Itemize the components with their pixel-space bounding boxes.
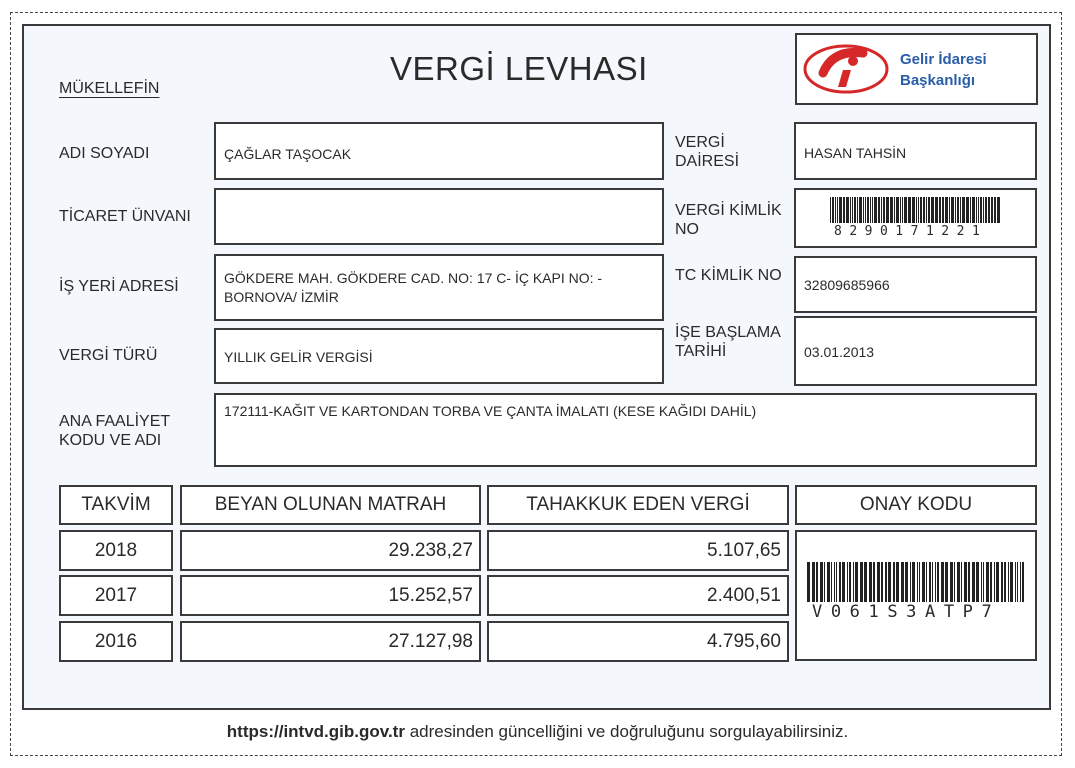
tax-type-field <box>214 328 664 384</box>
tax-id-label-line2: NO <box>675 221 699 238</box>
footer-note <box>0 722 1075 742</box>
address-label: İŞ YERİ ADRESİ <box>59 278 179 295</box>
start-date-value: 03.01.2013 <box>804 344 875 360</box>
tax-office-label-line2: DAİRESİ <box>675 153 740 170</box>
tc-id-label: TC KİMLİK NO <box>675 267 782 284</box>
activity-label-line1: ANA FAALİYET <box>59 413 171 430</box>
header-approval: ONAY KODU <box>795 485 1037 525</box>
trade-name-label: TİCARET ÜNVANI <box>59 208 191 225</box>
tax-type-label: VERGİ TÜRÜ <box>59 347 158 364</box>
start-date-label <box>675 323 781 361</box>
activity-field <box>214 393 1037 467</box>
name-value: ÇAĞLAR TAŞOCAK <box>224 146 352 162</box>
tc-id-value: 32809685966 <box>804 277 890 293</box>
row-2017-year: 2017 <box>59 575 173 616</box>
address-line2: BORNOVA/ İZMİR <box>224 289 339 305</box>
taxpayer-heading: MÜKELLEFİN <box>59 80 160 97</box>
footer-url: https://intvd.gib.gov.tr <box>226 722 405 741</box>
header-year: TAKVİM <box>59 485 173 525</box>
row-2018-base: 29.238,27 <box>180 530 481 571</box>
name-label: ADI SOYADI <box>59 145 150 162</box>
tax-office-label <box>675 133 739 171</box>
row-2016-base: 27.127,98 <box>180 621 481 662</box>
footer-text: adresinden güncelliğini ve doğruluğunu sorgulayabilirsiniz. <box>404 722 849 741</box>
address-field <box>214 254 664 321</box>
row-2018-year: 2018 <box>59 530 173 571</box>
start-date-field <box>794 316 1037 386</box>
trade-name-field <box>214 188 664 245</box>
tax-id-label <box>675 201 782 239</box>
approval-code-field <box>795 530 1037 661</box>
tax-office-value: HASAN TAHSİN <box>804 145 907 161</box>
approval-barcode-text: V061S3ATP7 <box>812 602 1001 622</box>
row-2016-year: 2016 <box>59 621 173 662</box>
address-line1: GÖKDERE MAH. GÖKDERE CAD. NO: 17 C- İÇ KAPI NO: - <box>224 270 603 286</box>
tax-id-barcode-text: 8290171221 <box>834 224 988 239</box>
tax-type-value: YILLIK GELİR VERGİSİ <box>224 349 373 365</box>
logo-line2: Başkanlığı <box>900 72 976 89</box>
activity-label <box>59 412 170 450</box>
approval-barcode <box>807 562 1027 602</box>
activity-label-line2: KODU VE ADI <box>59 432 162 449</box>
tax-office-field <box>794 122 1037 180</box>
tax-office-label-line1: VERGİ <box>675 134 725 151</box>
header-base: BEYAN OLUNAN MATRAH <box>180 485 481 525</box>
start-date-label-line2: TARİHİ <box>675 343 727 360</box>
gib-logo-icon <box>803 43 889 95</box>
logo-line1: Gelir İdaresi <box>900 51 987 68</box>
row-2017-tax: 2.400,51 <box>487 575 789 616</box>
gib-logo <box>795 33 1038 105</box>
tax-id-field <box>794 188 1037 248</box>
activity-value: 172111-KAĞIT VE KARTONDAN TORBA VE ÇANTA İMALATI (KESE KAĞIDI DAHİL) <box>224 403 757 419</box>
page-title: VERGİ LEVHASI <box>390 50 648 87</box>
tc-id-field <box>794 256 1037 313</box>
row-2017-base: 15.252,57 <box>180 575 481 616</box>
start-date-label-line1: İŞE BAŞLAMA <box>675 324 781 341</box>
name-field <box>214 122 664 180</box>
header-tax: TAHAKKUK EDEN VERGİ <box>487 485 789 525</box>
tax-id-barcode <box>830 197 1002 223</box>
row-2016-tax: 4.795,60 <box>487 621 789 662</box>
tax-id-label-line1: VERGİ KİMLİK <box>675 202 782 219</box>
row-2018-tax: 5.107,65 <box>487 530 789 571</box>
